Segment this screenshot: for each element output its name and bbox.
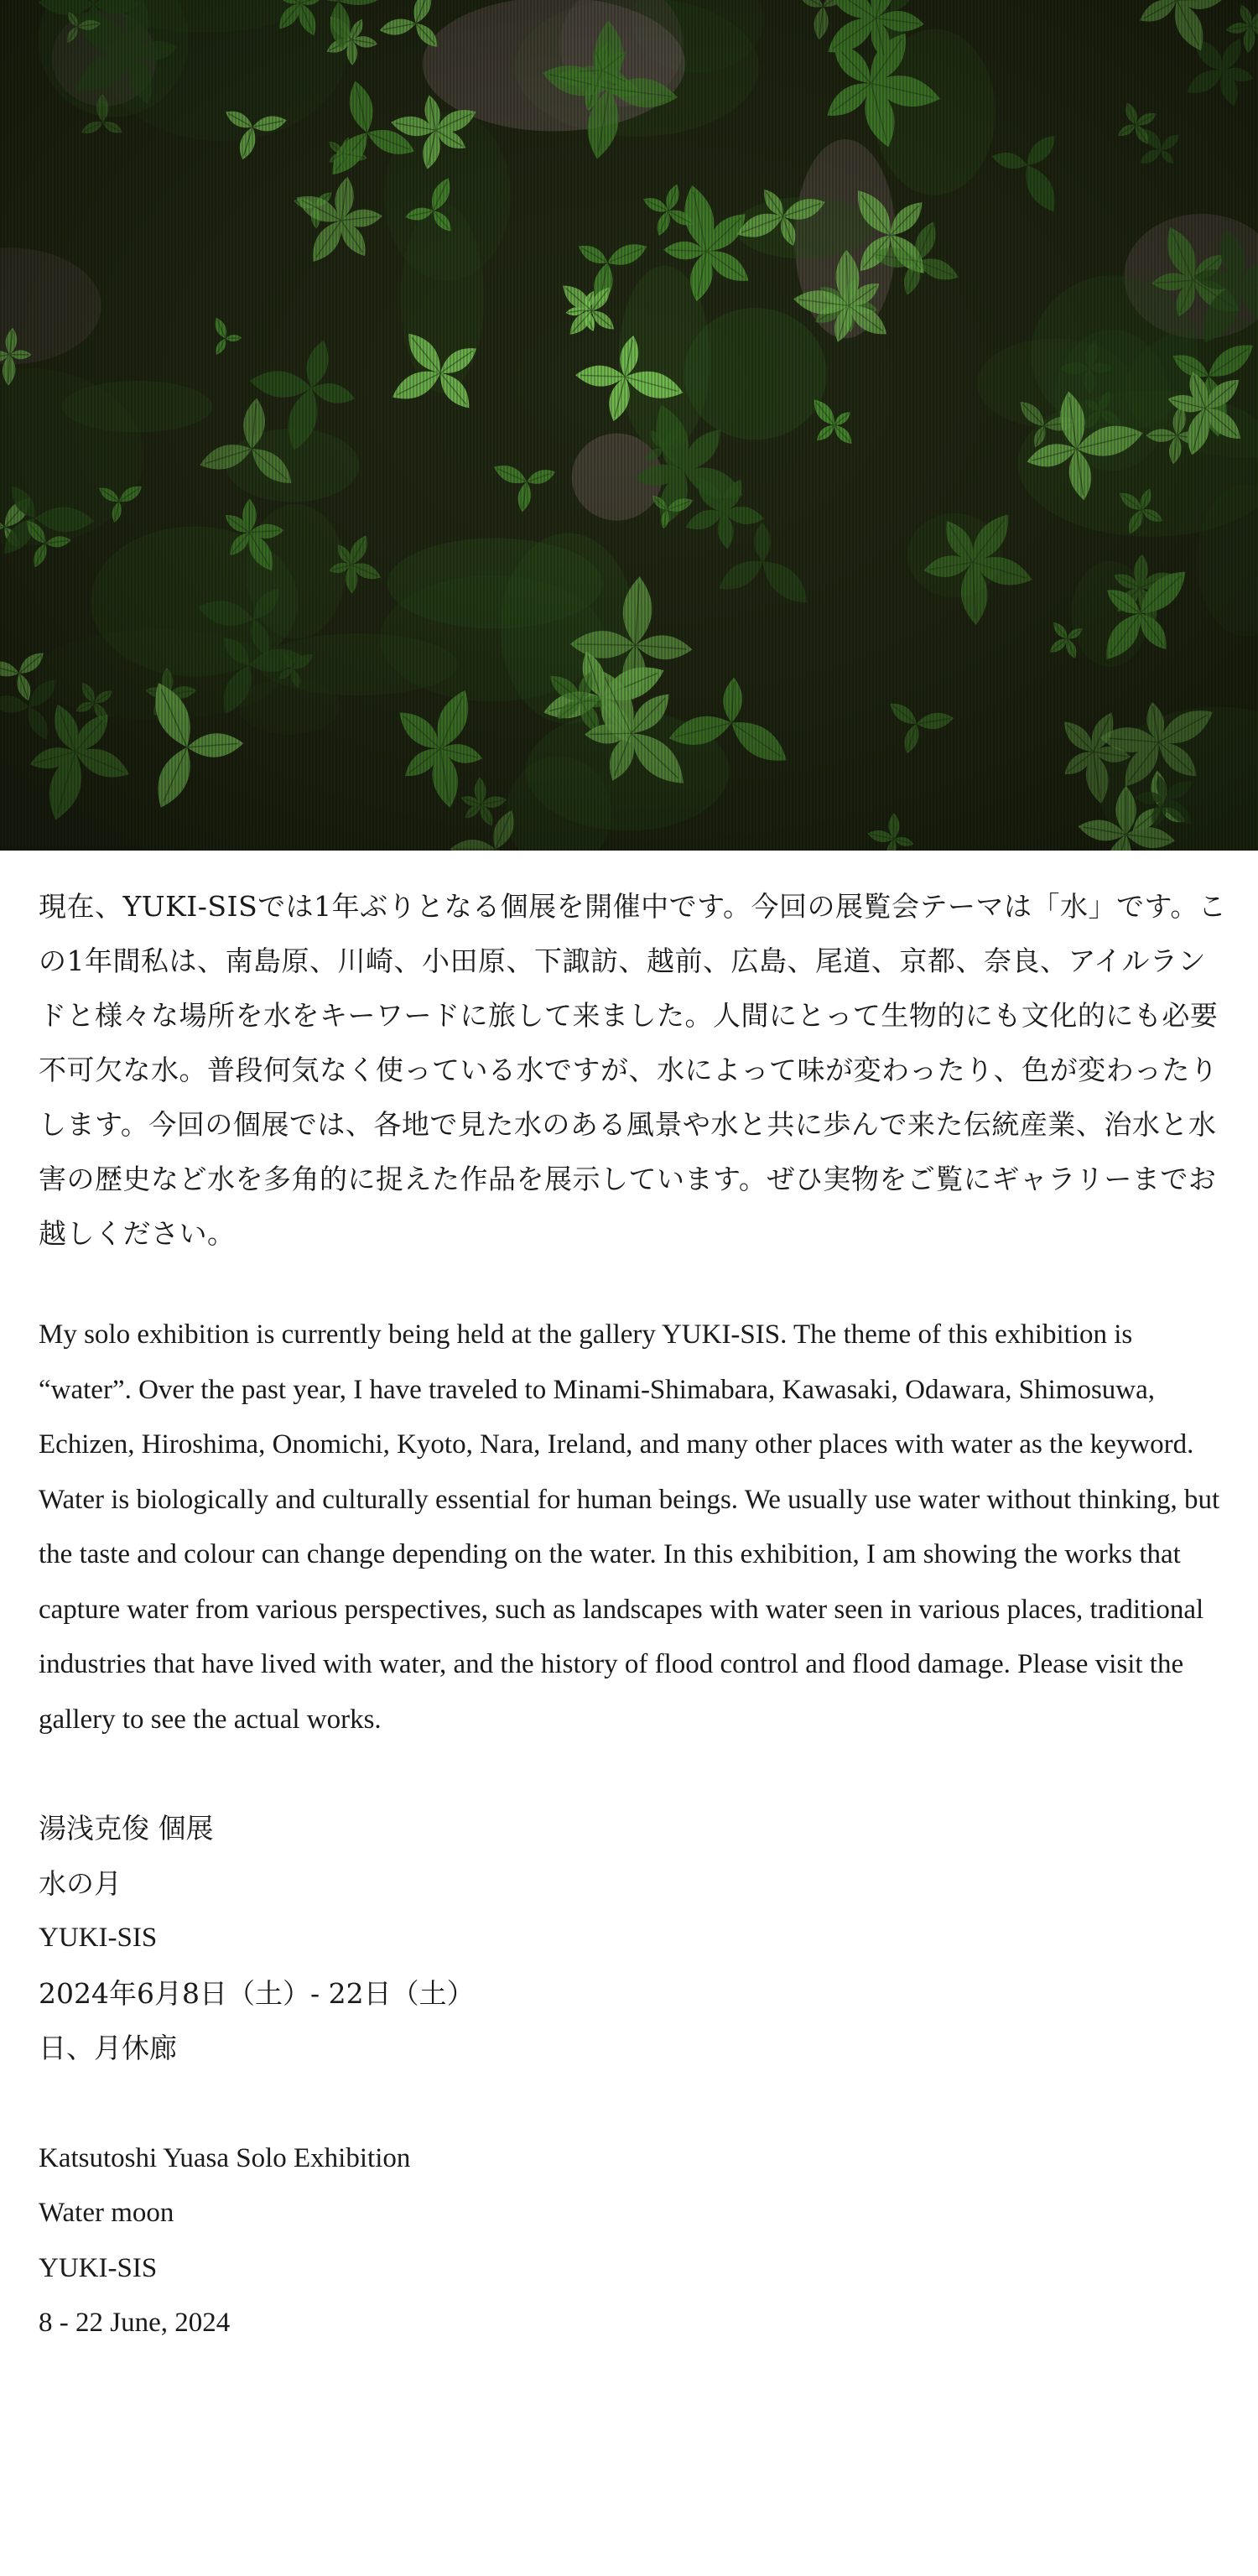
exhibition-dates-jp: 2024年6月8日（土）- 22日（土） bbox=[39, 1976, 475, 2010]
exhibition-venue-jp: YUKI-SIS bbox=[39, 1923, 158, 1953]
exhibition-dates-en: 8 - 22 June, 2024 bbox=[39, 2308, 231, 2338]
statement-japanese: 現在、YUKI-SISでは1年ぶりとなる個展を開催中です。今回の展覧会テーマは「水」です。この1年間私は、南島原、川崎、小田原、下諏訪、越前、広島、尾道、京都、奈良、アイルランドと様々な場所を水をキーワードに旅して来ました。人間にとって生物的にも文化的にも必要不可欠な水。普段何気なく使っている水ですが、水によって味が変わったり、色が変わったりします。今回の個展では、各地で見た水のある風景や水と共に歩んで来た伝統産業、治水と水害の歴史など水を多角的に捉えた作品を展示しています。ぜひ実物をご覧にギャラリーまでお越しください。 bbox=[39, 890, 1227, 1250]
exhibition-closed-days: 日、月休廊 bbox=[39, 2032, 177, 2064]
exhibition-title-jp: 湯浅克俊 個展 bbox=[39, 1812, 214, 1845]
leaves-photo-icon bbox=[0, 0, 1258, 851]
exhibition-venue-en: YUKI-SIS bbox=[39, 2252, 158, 2283]
exhibition-info-english bbox=[39, 2131, 1229, 2351]
statement-english: My solo exhibition is currently being held at the gallery YUKI-SIS. The theme of this exhibition is “water”. Over the past year, I have traveled to Minami-Shimabara, Kawasaki, Odawara, Shimosuwa, Echizen, Hiroshima, Onomichi, Kyoto, Nara, Ireland, and many other places with water as the keyword. Water is biologically and culturally essential for human beings. We usually use water without thinking, but the taste and colour can change depending on the water. In this exhibition, I am showing the works that capture water from various perspectives, such as landscapes with water seen in various places, traditional industries that have lived with water, and the history of flood control and flood damage. Please visit the gallery to see the actual works. bbox=[39, 1319, 1220, 1735]
exhibition-info-japanese bbox=[39, 1801, 1229, 2076]
exhibition-subtitle-jp: 水の月 bbox=[39, 1866, 122, 1900]
exhibition-subtitle-en: Water moon bbox=[39, 2198, 174, 2228]
exhibition-title-en: Katsutoshi Yuasa Solo Exhibition bbox=[39, 2142, 411, 2173]
main-content bbox=[39, 879, 1229, 2351]
hero-image bbox=[0, 0, 1258, 851]
